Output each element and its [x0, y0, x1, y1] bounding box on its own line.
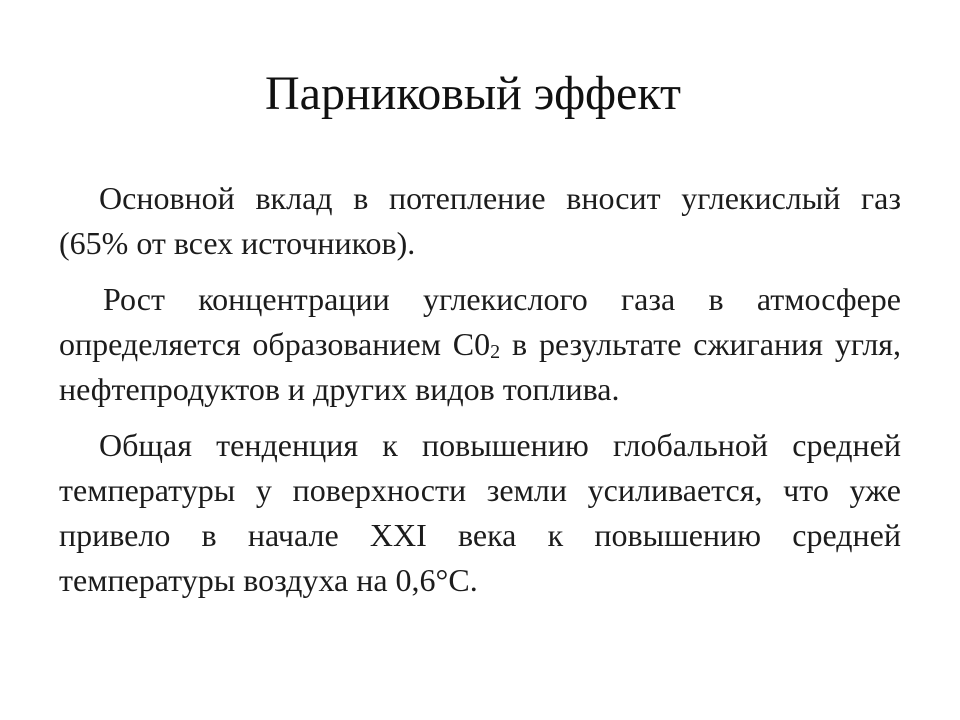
paragraph-text: Общая тенденция к повышению глобальной средней температуры у поверхности земли усиливается, что уже привело в начале XXI века к повышению средней температуры воздуха на 0,6°С.: [59, 427, 901, 598]
paragraph-text-before-formula: Рост концентрации углекислого газа в атмосфере определяется образованием С0: [59, 281, 901, 362]
paragraph-temperature-trend: [59, 423, 901, 603]
co2-subscript: 2: [490, 341, 501, 363]
paragraph-text-after-formula: в результате сжигания угля, нефтепродуктов и других видов топлива.: [59, 326, 902, 407]
paragraph-co2-concentration: [59, 277, 901, 412]
slide-body: [59, 176, 901, 614]
paragraph-co2-contribution: [59, 176, 901, 266]
slide-title: Парниковый эффект: [264, 67, 682, 120]
paragraph-text: Основной вклад в потепление вносит углекислый газ (65% от всех источников).: [59, 180, 901, 261]
